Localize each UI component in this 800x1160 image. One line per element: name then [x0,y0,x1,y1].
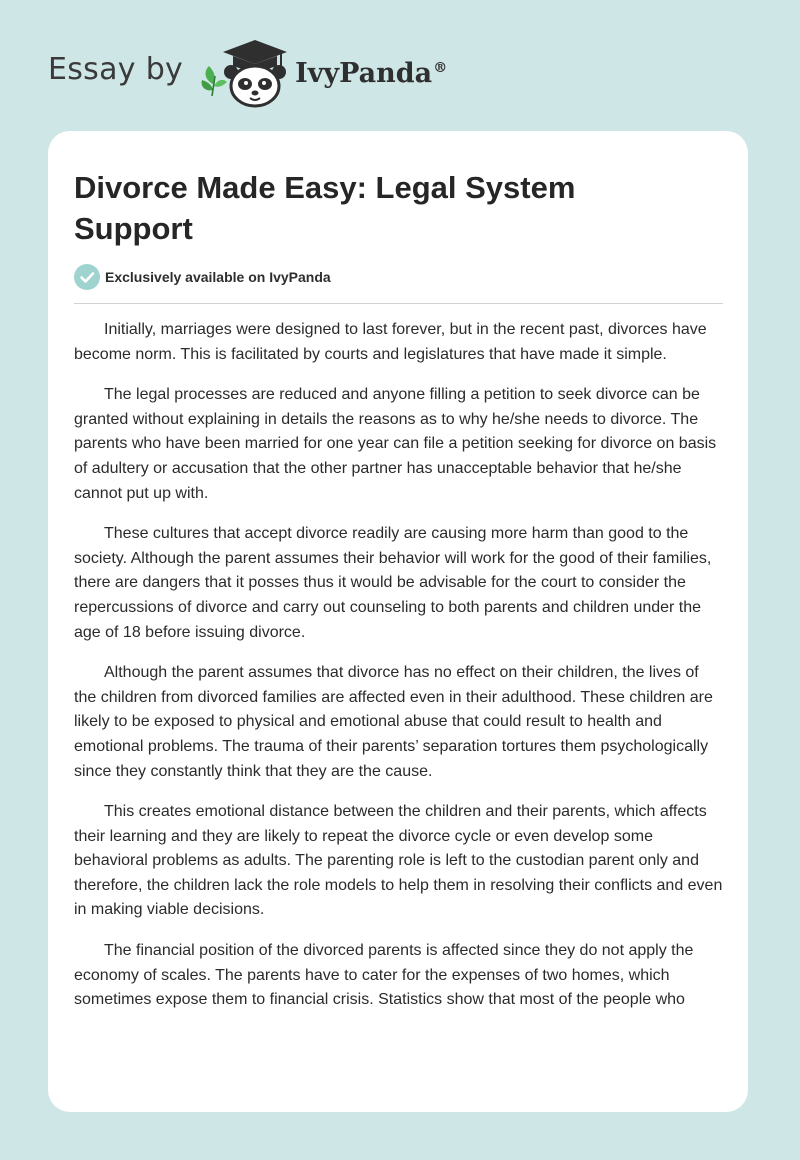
check-circle-icon [74,264,100,290]
exclusive-label: Exclusively available on IvyPanda [105,269,331,285]
paragraph: This creates emotional distance between the children and their parents, which affects their learning and they are likely to repeat the divorce cycle or even develop some behavioral problems as adults. The parenting role is left to the custodian parent only and therefore, the children lack the role models to help them in resolving their conflicts and even in making viable decisions. [74,803,723,919]
divider [74,303,723,304]
paragraph: Although the parent assumes that divorce has no effect on their children, the lives of the children from divorced families are affected even in their adulthood. These children are likely to be exposed to physical and emotional abuse that could result to health and emotional problems. The trauma of their parents’ separation tortures them psychologically since they constantly think that they are the cause. [74,664,713,780]
trademark-symbol: ® [433,59,448,76]
page-title: Divorce Made Easy: Legal System Support [74,170,576,246]
leaf-icon [202,66,227,96]
essay-by-label: Essay by [48,51,184,87]
exclusive-badge [74,264,331,290]
paragraph: These cultures that accept divorce readily are causing more harm than good to the society. Although the parent assumes their behavior will work for the good of their families, there are dangers that it posses thus it would be advisable for the court to consider the repercussions of divorce and carry out counseling to both parents and children under the age of 18 before issuing divorce. [74,525,712,641]
site-header [48,36,447,108]
paragraph: The legal processes are reduced and anyone filling a petition to seek divorce can be granted without explaining in details the reasons as to why he/she needs to divorce. The parents who have been married for one year can file a petition seeking for divorce on basis of adultery or accusation that the other partner has unacceptable behavior that he/she cannot put up with. [74,386,717,502]
panda-graduate-logo-icon[interactable] [197,36,289,108]
paragraph: Initially, marriages were designed to last forever, but in the recent past, divorces have become norm. This is facilitated by courts and legislatures that have made it simple. [74,321,707,363]
paragraph: The financial position of the divorced parents is affected since they do not apply the economy of scales. The parents have to cater for the expenses of two homes, which sometimes expose them to financial crisis. Statistics show that most of the people who [74,942,694,1009]
essay-body [74,318,725,1029]
brand-name[interactable] [295,58,447,89]
brand-text: IvyPanda [295,57,433,89]
essay-card [48,131,748,1112]
